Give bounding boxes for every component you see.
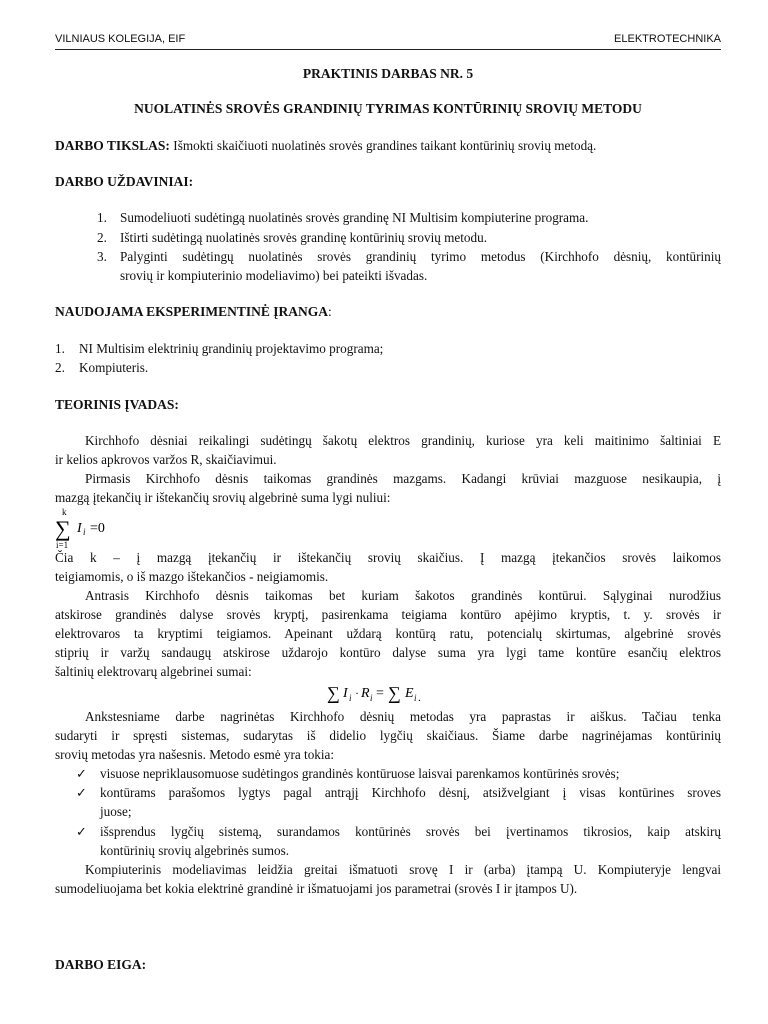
formula2-emf: E <box>405 686 414 701</box>
teorinis-p2-line-2: mazgą įtekančių ir ištekančių srovių algebrinė suma lygi nuliui: <box>55 490 391 505</box>
formula1-subscript: i <box>83 527 86 537</box>
uzdavinys-1-text: Sumodeliuoti sudėtingą nuolatinės srovės grandinę NI Multisim kompiuterine programa. <box>120 210 589 225</box>
kirchhoff-first-law-formula <box>55 506 165 550</box>
formula2-sub-2: i <box>370 693 373 703</box>
iranga-2-text: Kompiuteris. <box>79 360 149 375</box>
teorinis-p5-line-2: sudaryti ir spręsti sistemas, sudarytas iš didelio lygčių skaičiaus. Šiame darbe nagrinėjamas kontūrinių <box>55 728 721 743</box>
teorinis-p3-line-1: Čia k – į mazgą įtekančių ir ištekančių srovių skaičius. Į mazgą įtekančios srovės laikomos <box>55 550 721 565</box>
formula1-rhs: =0 <box>90 521 105 536</box>
formula2-resistance: R <box>361 686 370 701</box>
tikslas-section <box>55 138 596 154</box>
sum-symbol-right: ∑ <box>388 683 401 703</box>
document-subtitle: NUOLATINĖS SROVĖS GRANDINIŲ TYRIMAS KONTŪRINIŲ SROVIŲ METODU <box>134 101 642 116</box>
iranga-2-number: 2. <box>55 360 65 375</box>
formula2-sub-1: i <box>349 693 352 703</box>
iranga-heading <box>55 304 332 320</box>
formula2-sub-3: i <box>414 693 417 703</box>
formula2-period: . <box>418 692 421 704</box>
check-2-line-2: juose; <box>100 804 132 819</box>
formula2-current: I <box>343 686 348 701</box>
teorinis-p6-line-1: Kompiuterinis modeliavimas leidžia greitai išmatuoti srovę I ir (arba) įtampą U. Kompiuteryje lengvai <box>85 862 721 877</box>
iranga-heading-colon: : <box>328 304 332 319</box>
check-1-line-1: visuose nepriklausomuose sudėtingos grandinės kontūruose laisvai parenkamos kontūrinės srovės; <box>100 766 620 781</box>
document-page <box>55 0 721 1024</box>
uzdavinys-3-line-2: srovių ir kompiuterinio modeliavimo) bei pateikti išvadas. <box>120 268 428 283</box>
teorinis-p2-line-1: Pirmasis Kirchhofo dėsnis taikomas grandinės mazgams. Kadangi krūviai mazguose nesikaupia, į <box>85 471 721 486</box>
tikslas-label: DARBO TIKSLAS: <box>55 138 170 153</box>
teorinis-p1-line-2: ir kelios apkrovos varžos R, skaičiavimui. <box>55 452 277 467</box>
teorinis-p5-line-1: Ankstesniame darbe nagrinėtas Kirchhofo dėsnių metodas yra paprastas ir aiškus. Tačiau tenka <box>85 709 721 724</box>
formula2-dot: · <box>355 686 359 700</box>
teorinis-p1-line-1: Kirchhofo dėsniai reikalingi sudėtingų šakotų elektros grandinių, kuriose yra keli maitinimo šaltiniai E <box>85 433 721 448</box>
teorinis-p3-line-2: teigiamomis, o iš mazgo ištekančios - neigiamomis. <box>55 569 329 584</box>
teorinis-p5-line-3: srovių metodas yra našesnis. Metodo esmė yra tokia: <box>55 747 335 762</box>
teorinis-heading: TEORINIS ĮVADAS: <box>55 397 179 412</box>
sum-symbol-left: ∑ <box>327 683 340 703</box>
check-icon: ✓ <box>76 824 87 839</box>
document-title: PRAKTINIS DARBAS NR. 5 <box>302 66 474 81</box>
header-subject: ELEKTROTECHNIKA <box>614 33 721 45</box>
uzdavinys-3-line-1: Palyginti sudėtingų nuolatinės srovės grandinių tyrimo metodus (Kirchhofo dėsnių, kontūrinių <box>120 249 721 264</box>
iranga-heading-text: NAUDOJAMA EKSPERIMENTINĖ ĮRANGA <box>55 304 329 319</box>
check-2-line-1: kontūrams parašomos lygtys pagal antrąjį Kirchhofo dėsnį, atsižvelgiant į visas kontūrines sroves <box>100 785 721 800</box>
check-3-line-1: išsprendus lygčių sistemą, surandamos kontūrinės srovės bei įvertinamos tikrosios, kaip atskirų <box>100 824 721 839</box>
sum-symbol: ∑ <box>55 516 71 541</box>
teorinis-p4-line-3: elektrovaros ta kryptimi teigiamos. Apeinant uždarą kontūrą ratu, potencialų skirtumas, algebrinė srovės <box>55 626 721 641</box>
formula2-equals: = <box>376 686 384 701</box>
uzdavinys-1-number: 1. <box>97 210 107 225</box>
formula1-current: I <box>77 521 82 536</box>
uzdavinys-2-text: Ištirti sudėtingą nuolatinės srovės grandinę kontūrinių srovių metodu. <box>120 230 487 245</box>
teorinis-p4-line-5: šaltinių elektrovarų algebrinei sumai: <box>55 664 252 679</box>
iranga-1-number: 1. <box>55 341 65 356</box>
iranga-1-text: NI Multisim elektrinių grandinių projektavimo programa; <box>79 341 384 356</box>
check-3-line-2: kontūrinių srovių algebrinės sumos. <box>100 843 290 858</box>
eiga-heading: DARBO EIGA: <box>55 957 147 972</box>
page-header <box>55 33 721 50</box>
sum-upper-limit: k <box>62 507 67 517</box>
tikslas-text: Išmokti skaičiuoti nuolatinės srovės grandines taikant kontūrinių srovių metodą. <box>173 138 597 153</box>
check-icon: ✓ <box>76 785 87 800</box>
uzdaviniai-heading: DARBO UŽDAVINIAI: <box>55 174 194 189</box>
uzdavinys-2-number: 2. <box>97 230 107 245</box>
header-institution: VILNIAUS KOLEGIJA, EIF <box>55 33 186 45</box>
kirchhoff-second-law-formula <box>327 681 467 705</box>
check-icon: ✓ <box>76 766 87 781</box>
teorinis-p4-line-2: atskirose grandinės dalyse srovės kryptį, pasirenkama teigiama kontūro apėjimo kryptis, t. y. srovės ir <box>55 607 721 622</box>
sum-lower-limit: i=1 <box>56 540 69 550</box>
teorinis-p4-line-1: Antrasis Kirchhofo dėsnis taikomas bet kuriam šakotos grandinės kontūrui. Sąlyginai nurodžius <box>85 588 721 603</box>
teorinis-p4-line-4: stiprių ir varžų sandaugų atskirose uždarojo kontūro dalyse suma yra lygi tame kontūre esančių elektros <box>55 645 721 660</box>
uzdavinys-3-number: 3. <box>97 249 107 264</box>
teorinis-p6-line-2: sumodeliuojama bet kokia elektrinė grandinė ir išmatuojami jos parametrai (srovės I ir įtampos U). <box>55 881 578 896</box>
